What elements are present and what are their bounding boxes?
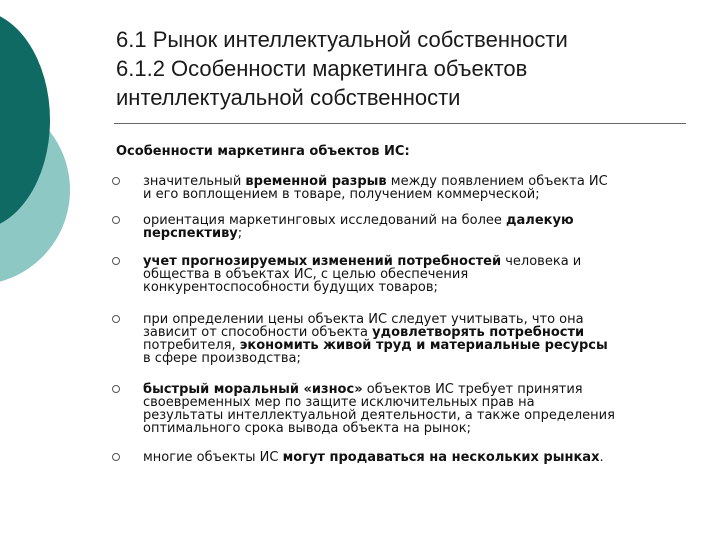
section-heading: Особенности маркетинга объектов ИС: [116,144,410,159]
text: значительный [143,174,246,189]
circle-bullet-icon [112,177,120,185]
text: потребителя [143,338,232,353]
text: результаты интеллектуальной деятельности, а также определения [143,408,615,423]
decorative-circles [0,0,100,300]
title-line-2: 6.1.2 Особенности маркетинга объектов [116,56,528,81]
text: общества в объектах ИС, с целью обеспечения [143,267,469,282]
text: оптимального срока вывода объекта на рынок; [143,421,471,436]
bold-text: могут продаваться на нескольких рынках [282,450,600,465]
title-line-1: 6.1 Рынок интеллектуальной собственности [116,27,568,52]
text: между появлением объекта ИС [386,174,608,189]
text: . [599,450,604,465]
text: своевременных мер по защите исключительных прав на [143,395,535,410]
circle-bullet-icon [112,257,120,265]
list-item-line [143,451,692,464]
text: и его воплощением в товаре, получением коммерческой; [143,187,540,202]
text: при определении цены объекта ИС следует учитывать, что она [143,312,584,327]
list-item [112,451,692,464]
text: человека и [501,254,582,269]
text: объектов ИС требует принятия [362,382,583,397]
bold-text: учет прогнозируемых изменений потребностей [143,254,502,269]
title-divider [114,123,686,124]
list-item-line [143,422,692,435]
title-line-3: интеллектуальной собственности [116,85,461,110]
text: , [231,338,240,353]
list-item-line [143,188,692,201]
list-item [112,175,692,201]
slide-title [116,25,706,112]
bold-text: быстрый моральный «износ» [143,382,363,397]
bullet-list [112,175,692,464]
circle-bullet-icon [112,385,120,393]
circle-bullet-icon [112,315,120,323]
bold-text: перспективу [143,226,238,241]
bold-text: временной разрыв [245,174,387,189]
circle-bullet-icon [112,216,120,224]
list-item [112,255,692,294]
list-item [112,383,692,435]
text: зависит от способности объекта [143,325,373,340]
text: ; [237,226,243,241]
text: ориентация маркетинговых исследований на более [143,213,507,228]
bold-text: экономить живой труд и материальные ресурсы [239,338,608,353]
circle-bullet-icon [112,453,120,461]
list-item-line [143,227,692,240]
bold-text: далекую [506,213,574,228]
list-item [112,214,692,240]
list-item [112,313,692,365]
text: многие объекты ИС [143,450,283,465]
text: конкурентоспособности будущих товаров; [143,280,438,295]
bold-text: удовлетворять потребности [372,325,585,340]
list-item-line [143,281,692,294]
text: в сфере производства; [143,351,301,366]
list-item-line [143,352,692,365]
